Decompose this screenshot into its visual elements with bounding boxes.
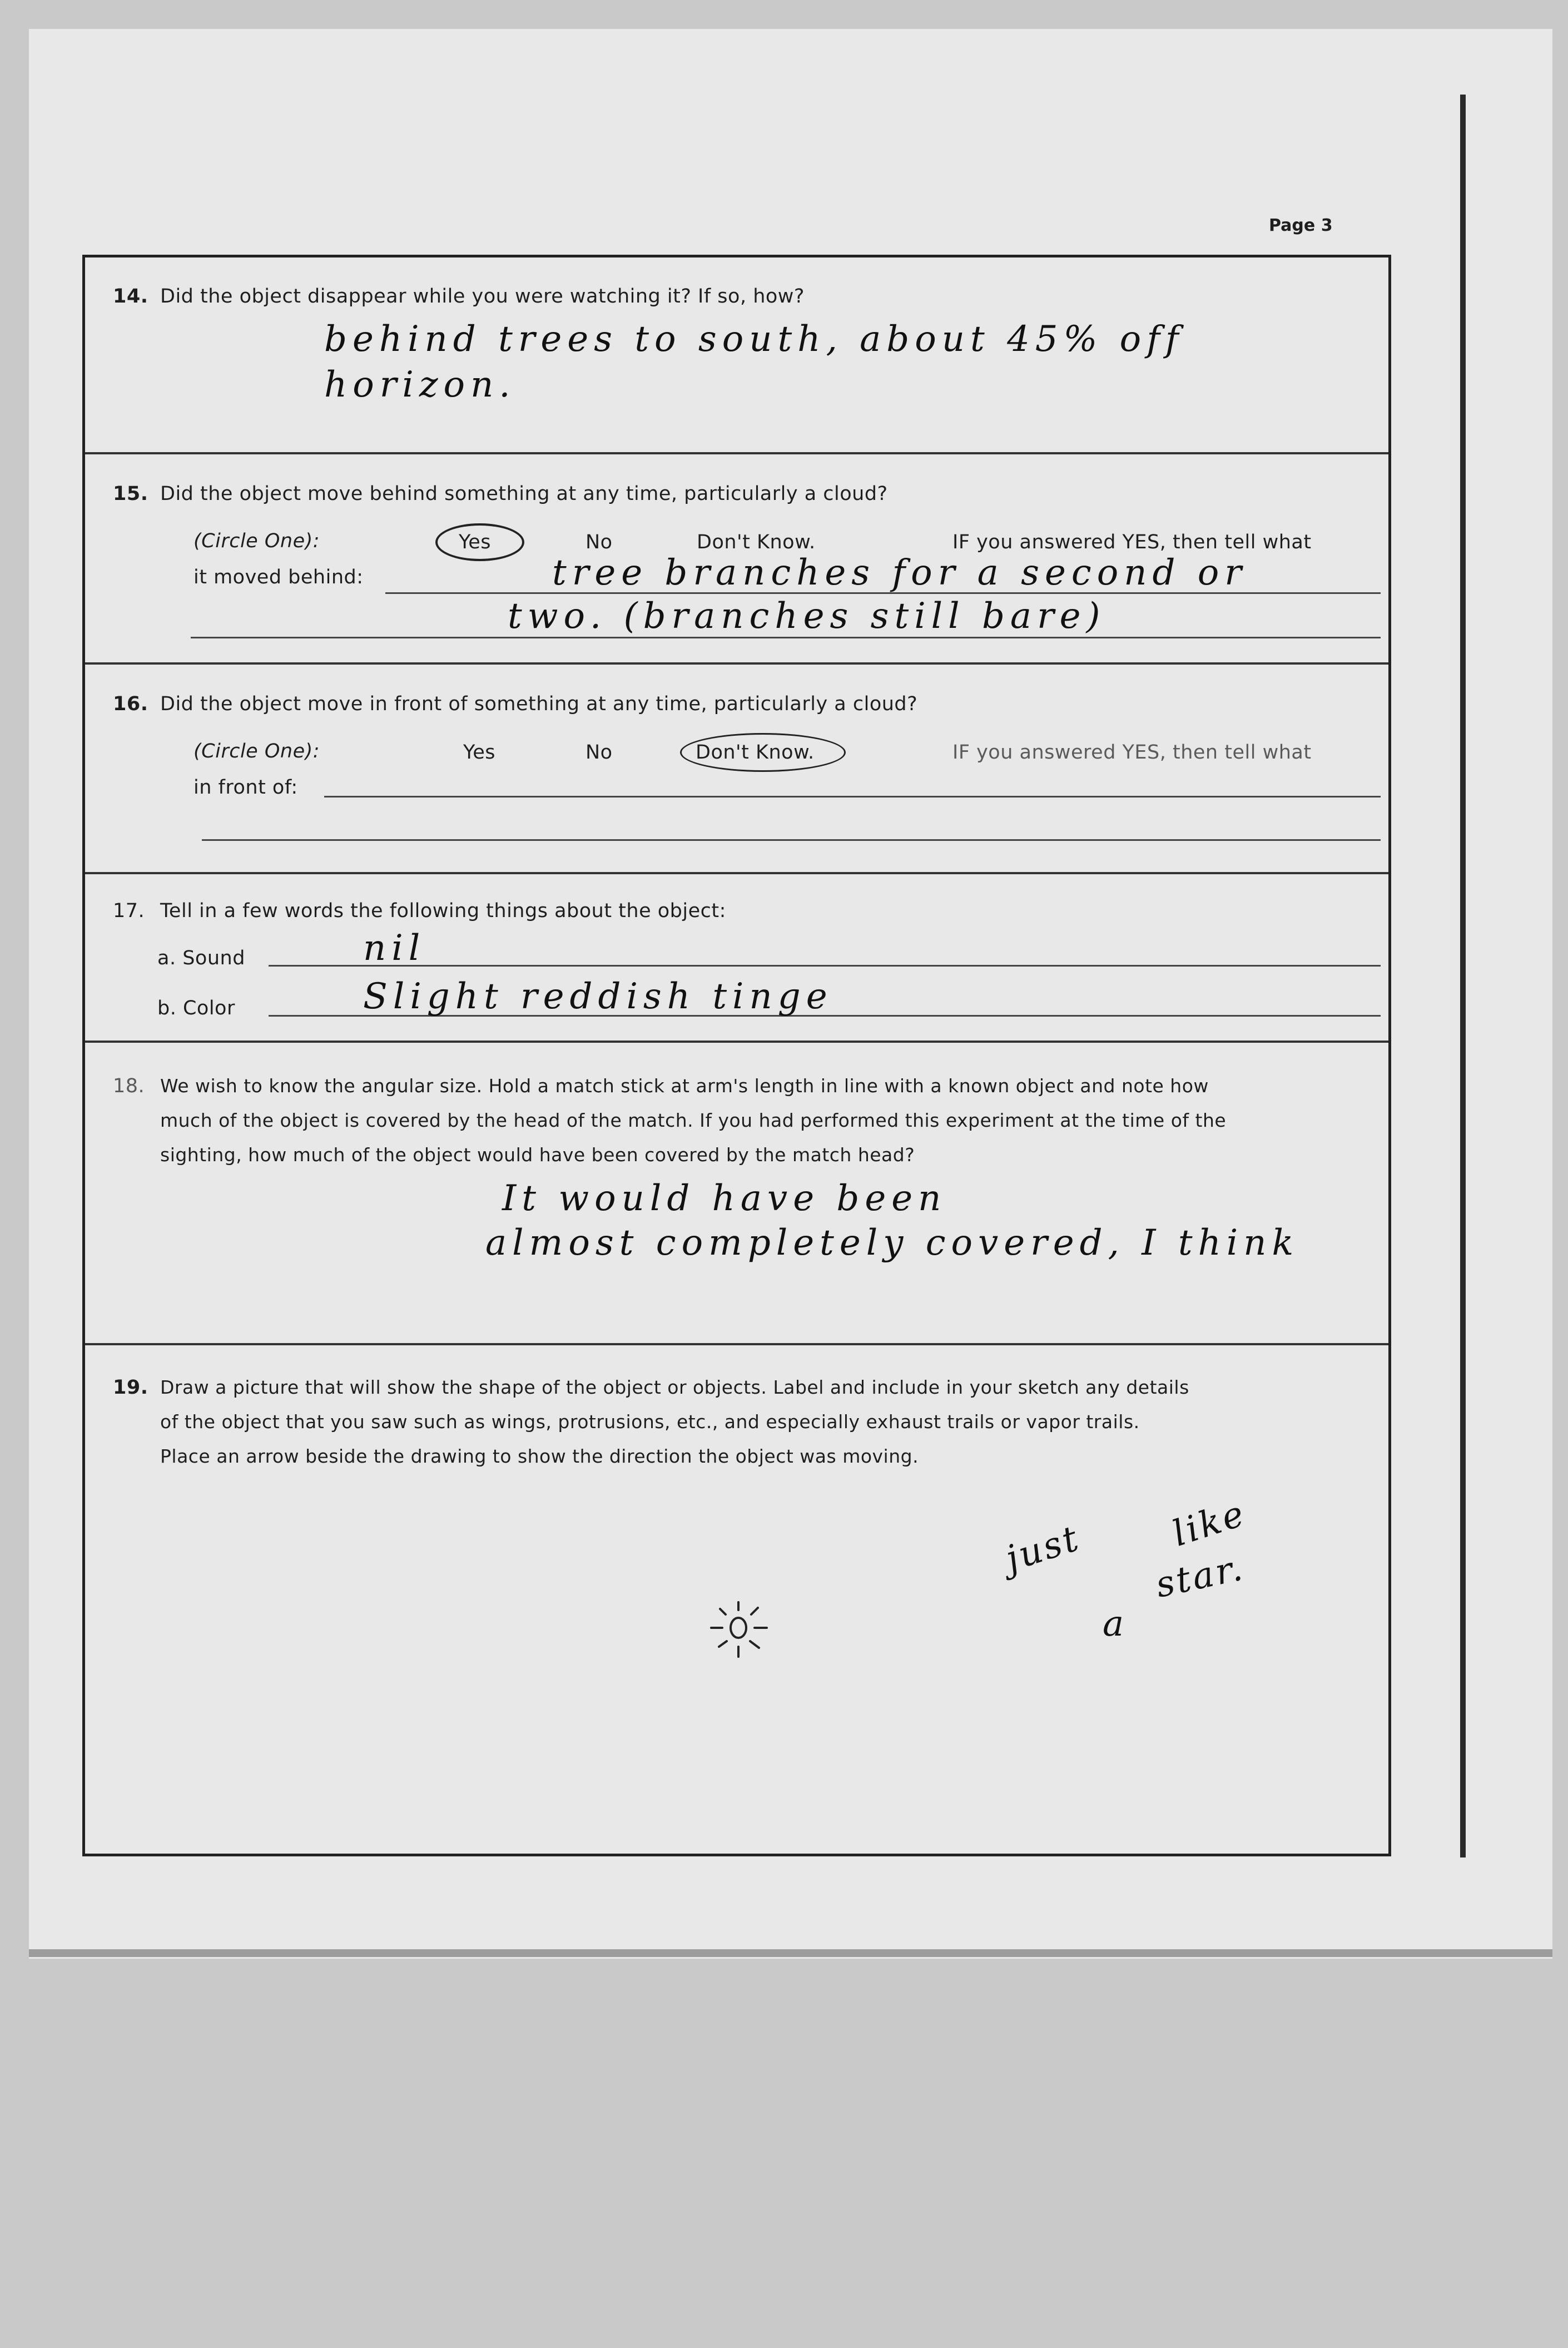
q15-question: Did the object move behind something at any time, particularly a cloud?	[160, 483, 888, 505]
q15-circle-label: (Circle One):	[193, 530, 320, 552]
q18-line1: We wish to know the angular size. Hold a match stick at arm's length in line with a known object and note how	[160, 1075, 1209, 1097]
q15-option-yes[interactable]: Yes	[459, 531, 491, 553]
q15-option-dont-know[interactable]: Don't Know.	[697, 531, 816, 553]
q17-sound-label: a. Sound	[157, 947, 245, 969]
q17-sound-underline	[269, 965, 1381, 967]
q15-answer-line1: tree branches for a second or	[552, 552, 1247, 593]
q14-question: Did the object disappear while you were watching it? If so, how?	[160, 285, 805, 308]
q14-answer-line1: behind trees to south, about 45% off	[324, 319, 1184, 360]
page-right-border	[1460, 95, 1466, 1857]
page-number: Page 3	[1269, 216, 1333, 235]
questionnaire-form	[82, 255, 1391, 1856]
q15-answer-underline	[191, 637, 1381, 638]
q19-number: 19.	[113, 1376, 148, 1399]
q18-number: 18.	[113, 1075, 145, 1097]
q16-option-dont-know[interactable]: Don't Know.	[696, 741, 815, 764]
q16-circle-label: (Circle One):	[193, 740, 320, 762]
page-edge-shadow	[29, 1949, 1552, 1957]
q16-option-no[interactable]: No	[585, 741, 613, 764]
q18-answer-line1: It would have been	[502, 1178, 947, 1219]
section-divider	[85, 1041, 1388, 1043]
section-divider	[85, 452, 1388, 454]
q16-option-yes[interactable]: Yes	[463, 741, 495, 764]
section-divider	[85, 872, 1388, 874]
q17-number: 17.	[113, 900, 145, 922]
q14-answer-line2: horizon.	[324, 364, 516, 405]
section-divider	[85, 1343, 1388, 1345]
star-sketch-drawing	[686, 1570, 786, 1681]
q15-if-yes-instruction: IF you answered YES, then tell what	[952, 531, 1312, 553]
q15-number: 15.	[113, 483, 148, 505]
q15-answer-line2: two. (branches still bare)	[508, 596, 1106, 637]
q17-color-label: b. Color	[157, 997, 235, 1019]
q14-number: 14.	[113, 285, 148, 308]
q17-color-value: Slight reddish tinge	[363, 976, 833, 1017]
q19-note-word: just	[1000, 1517, 1085, 1581]
q15-follow-label: it moved behind:	[193, 566, 364, 588]
q16-follow-label: in front of:	[193, 776, 298, 799]
q19-line2: of the object that you saw such as wings, protrusions, etc., and especially exhaust trails or vapor trails.	[160, 1411, 1140, 1433]
q15-option-no[interactable]: No	[585, 531, 613, 553]
q16-number: 16.	[113, 693, 148, 715]
q16-if-yes-instruction: IF you answered YES, then tell what	[952, 741, 1312, 764]
q16-question: Did the object move in front of something at any time, particularly a cloud?	[160, 693, 918, 715]
q19-note-word: like	[1167, 1493, 1251, 1555]
q16-answer-underline	[202, 839, 1381, 841]
q19-note-word: a	[1103, 1603, 1127, 1644]
q18-line2: much of the object is covered by the head of the match. If you had performed this experiment at the time of the	[160, 1109, 1227, 1131]
q19-note-word: star.	[1152, 1547, 1248, 1606]
q19-line1: Draw a picture that will show the shape of the object or objects. Label and include in your sketch any details	[160, 1376, 1189, 1398]
q18-answer-line2: almost completely covered, I think	[485, 1222, 1299, 1264]
q19-line3: Place an arrow beside the drawing to show the direction the object was moving.	[160, 1445, 919, 1467]
q16-answer-underline	[324, 796, 1381, 797]
section-divider	[85, 662, 1388, 665]
q17-sound-value: nil	[363, 928, 426, 969]
q18-line3: sighting, how much of the object would have been covered by the match head?	[160, 1144, 915, 1166]
q17-question: Tell in a few words the following things about the object:	[160, 900, 726, 922]
